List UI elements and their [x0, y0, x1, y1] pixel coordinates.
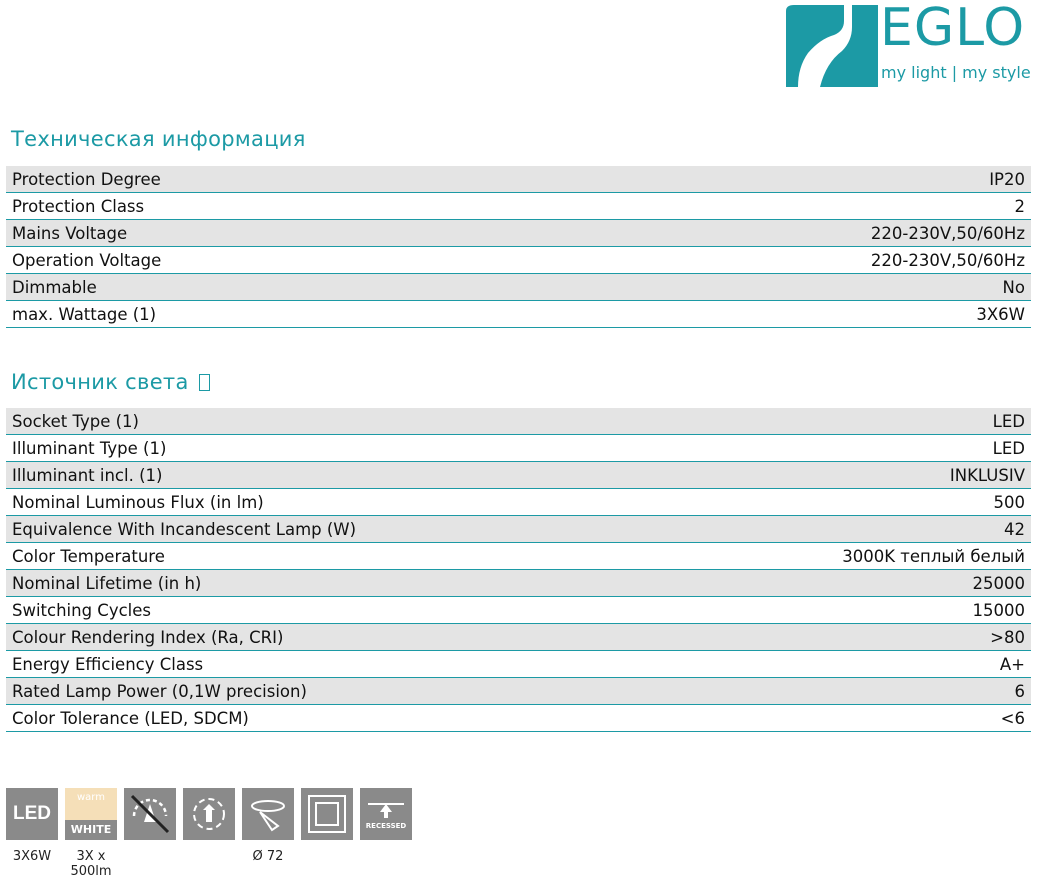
led-icon	[6, 788, 58, 840]
row-value: 2	[1014, 196, 1025, 216]
tech-table	[6, 166, 1031, 328]
row-label: Switching Cycles	[12, 600, 152, 620]
not-dimmable-feature	[124, 788, 176, 879]
row-value: 6	[1014, 681, 1025, 701]
row-value: A+	[999, 654, 1025, 674]
recessed-feature	[360, 788, 412, 879]
row-value: 15000	[972, 600, 1025, 620]
missing-glyph-icon	[199, 374, 210, 391]
brand-name: EGLO	[880, 0, 1026, 58]
table-row	[6, 462, 1031, 489]
table-row	[6, 489, 1031, 516]
row-value: 3000K теплый белый	[842, 546, 1025, 566]
row-label: Operation Voltage	[12, 250, 162, 270]
row-value: IP20	[989, 169, 1025, 189]
row-value: 42	[1004, 519, 1025, 539]
table-row	[6, 193, 1031, 220]
table-row	[6, 597, 1031, 624]
row-value: 500	[993, 492, 1025, 512]
row-label: Equivalence With Incandescent Lamp (W)	[12, 519, 357, 539]
square-frame-icon	[301, 788, 353, 840]
light-section-title	[11, 370, 210, 394]
rotatable-icon	[183, 788, 235, 840]
row-label: Protection Degree	[12, 169, 161, 189]
row-label: Mains Voltage	[12, 223, 128, 243]
row-label: Illuminant incl. (1)	[12, 465, 163, 485]
row-label: Nominal Luminous Flux (in lm)	[12, 492, 264, 512]
row-value: <6	[1000, 708, 1025, 728]
led-icon-text: LED	[13, 803, 51, 824]
table-row	[6, 543, 1031, 570]
row-value: 220-230V,50/60Hz	[870, 250, 1025, 270]
row-value: No	[1002, 277, 1025, 297]
row-label: Illuminant Type (1)	[12, 438, 167, 458]
row-label: Color Temperature	[12, 546, 165, 566]
eglo-logo	[786, 0, 1031, 90]
table-row	[6, 247, 1031, 274]
rotatable-feature	[183, 788, 235, 879]
cutout-diameter-icon	[242, 788, 294, 840]
table-row	[6, 705, 1031, 732]
table-row	[6, 516, 1031, 543]
icon-caption: 3X x 500lm	[70, 849, 112, 879]
not-dimmable-icon	[124, 788, 176, 840]
icon-caption: 3X6W	[12, 849, 52, 864]
row-value: 3X6W	[976, 304, 1025, 324]
table-row	[6, 624, 1031, 651]
icon-caption: Ø 72	[252, 849, 284, 864]
table-row	[6, 435, 1031, 462]
row-value: 220-230V,50/60Hz	[870, 223, 1025, 243]
recessed-text: RECESSED	[365, 822, 407, 830]
row-label: max. Wattage (1)	[12, 304, 157, 324]
led-feature	[6, 788, 58, 879]
table-row	[6, 678, 1031, 705]
tech-section-title: Техническая информация	[11, 127, 306, 151]
white-text: WHITE	[65, 820, 117, 840]
table-row	[6, 301, 1031, 328]
row-label: Rated Lamp Power (0,1W precision)	[12, 681, 307, 701]
row-label: Color Tolerance (LED, SDCM)	[12, 708, 249, 728]
row-value: INKLUSIV	[949, 465, 1025, 485]
row-value: LED	[992, 438, 1025, 458]
table-row	[6, 220, 1031, 247]
row-label: Socket Type (1)	[12, 411, 139, 431]
row-label: Protection Class	[12, 196, 145, 216]
lamp-logo-icon	[786, 5, 878, 87]
row-label: Colour Rendering Index (Ra, CRI)	[12, 627, 284, 647]
warm-white-icon	[65, 788, 117, 840]
row-label: Dimmable	[12, 277, 97, 297]
recessed-icon	[360, 788, 412, 840]
table-row	[6, 651, 1031, 678]
cutout-feature	[242, 788, 294, 879]
table-row	[6, 570, 1031, 597]
square-frame-feature	[301, 788, 353, 879]
row-value: 25000	[972, 573, 1025, 593]
warm-text: warm	[77, 792, 105, 803]
table-row	[6, 274, 1031, 301]
feature-icons	[6, 788, 419, 879]
warm-white-feature	[65, 788, 117, 879]
brand-tagline: my light | my style	[881, 63, 1031, 82]
table-row	[6, 166, 1031, 193]
row-label: Nominal Lifetime (in h)	[12, 573, 202, 593]
table-row	[6, 408, 1031, 435]
row-label: Energy Efficiency Class	[12, 654, 204, 674]
light-title-text: Источник света	[11, 370, 196, 394]
light-table	[6, 408, 1031, 732]
row-value: LED	[992, 411, 1025, 431]
row-value: >80	[990, 627, 1025, 647]
